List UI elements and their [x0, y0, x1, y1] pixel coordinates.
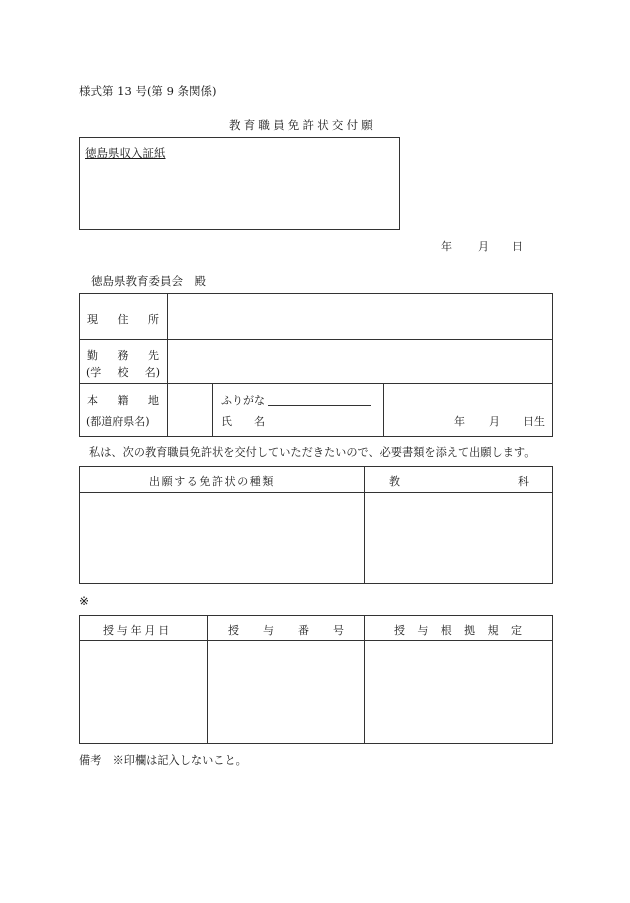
name-label-1: 氏	[221, 415, 232, 428]
revenue-stamp-label: 徳島県収入証紙	[85, 146, 166, 160]
license-type-field[interactable]	[81, 494, 362, 582]
grant-basis-header-char: 授	[394, 624, 405, 637]
domicile-sub-label: (都道府県名)	[86, 415, 150, 428]
grant-basis-header-char: 規	[487, 624, 499, 637]
grant-basis-header-char: 拠	[464, 624, 476, 637]
address-label	[87, 311, 159, 327]
license-header-divider	[79, 492, 553, 493]
col-divider	[383, 383, 384, 437]
workplace-sub-label-char: 名)	[144, 366, 160, 379]
furigana-underline	[268, 405, 371, 406]
grant-basis-header-char: 根	[440, 624, 452, 637]
workplace-label-char: 先	[148, 349, 159, 362]
grant-number-header-char: 授	[228, 624, 239, 637]
grant-basis-field[interactable]	[366, 642, 551, 742]
domicile-label-char: 地	[148, 394, 159, 407]
date-day: 日	[512, 240, 523, 253]
grant-number-header	[228, 622, 344, 638]
workplace-sub-label-char: 校	[117, 366, 129, 379]
workplace-label-char: 勤	[87, 349, 98, 362]
address-label-char: 所	[148, 313, 159, 326]
grant-number-header-char: 番	[298, 624, 309, 637]
grant-number-field[interactable]	[209, 642, 362, 742]
workplace-field[interactable]	[169, 341, 551, 381]
address-label-char: 住	[117, 313, 129, 326]
grant-col-divider	[364, 615, 365, 744]
workplace-label	[87, 347, 159, 363]
date-year: 年	[441, 240, 452, 253]
grant-header-divider	[79, 640, 553, 641]
grant-date-header: 授与年月日	[103, 624, 172, 637]
name-label-2: 名	[254, 415, 265, 428]
name-field[interactable]	[268, 410, 380, 432]
address-field[interactable]	[169, 295, 551, 337]
workplace-label-char: 務	[117, 349, 129, 362]
domicile-label	[87, 392, 159, 408]
note-mark: ※	[79, 594, 90, 608]
page-title: 教育職員免許状交付願	[229, 118, 376, 132]
license-type-header: 出願する免許状の種類	[149, 475, 275, 488]
license-col-divider	[364, 466, 365, 584]
address-label-char: 現	[87, 313, 98, 326]
birth-year-label: 年	[454, 415, 465, 428]
grant-col-divider	[207, 615, 208, 744]
license-subject-field[interactable]	[366, 494, 551, 582]
furigana-field[interactable]	[268, 389, 371, 405]
row-divider	[79, 339, 553, 340]
form-number: 様式第 13 号(第 9 条関係)	[79, 84, 217, 98]
license-subject-header-2: 科	[518, 475, 529, 488]
workplace-sub-label	[86, 364, 160, 380]
addressee: 徳島県教育委員会 殿	[91, 274, 206, 288]
application-statement: 私は、次の教育職員免許状を交付していただきたいので、必要書類を添えて出願します。	[89, 446, 536, 459]
birth-day-label: 日生	[523, 415, 545, 428]
domicile-label-char: 本	[87, 394, 98, 407]
date-month: 月	[478, 240, 489, 253]
col-divider	[212, 383, 213, 437]
grant-basis-header-char: 定	[510, 624, 522, 637]
grant-date-field[interactable]	[81, 642, 205, 742]
grant-number-header-char: 号	[333, 624, 344, 637]
furigana-label: ふりがな	[221, 394, 265, 407]
grant-basis-header-char: 与	[417, 624, 429, 637]
grant-number-header-char: 与	[263, 624, 274, 637]
birth-month-label: 月	[489, 415, 500, 428]
license-subject-header-1: 教	[389, 475, 400, 488]
row-divider	[79, 383, 553, 384]
remarks: 備考 ※印欄は記入しないこと。	[79, 754, 247, 767]
col-divider	[167, 293, 168, 437]
grant-basis-header	[394, 622, 522, 638]
domicile-label-char: 籍	[117, 394, 129, 407]
workplace-sub-label-char: (学	[86, 366, 102, 379]
domicile-field[interactable]	[169, 385, 210, 435]
